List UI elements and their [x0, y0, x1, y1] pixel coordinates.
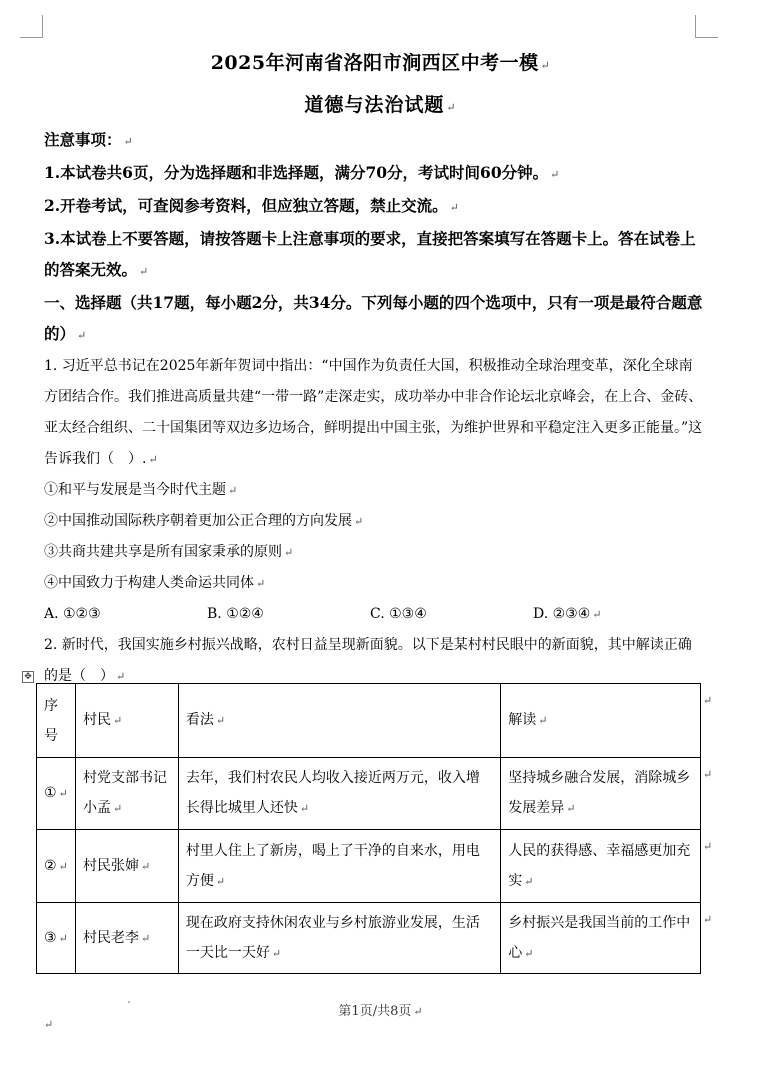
- question-2-stem: 2. 新时代，我国实施乡村振兴战略，农村日益呈现新面貌。以下是某村村民眼中的新面貌，其中解读正确的是（ ） ↵: [44, 637, 692, 684]
- table-header-cell: 解读 ↵: [501, 684, 701, 758]
- table-row: [37, 903, 701, 974]
- row-end-mark: ↵: [703, 840, 713, 853]
- document-subtitle: 道德与法治试题 ↵: [304, 94, 457, 116]
- choice-c: C. ①③④: [370, 606, 427, 622]
- choice-a: A. ①②③: [44, 606, 101, 622]
- statement-item: ①和平与发展是当今时代主题 ↵: [44, 482, 238, 498]
- row-end-mark: ↵: [703, 913, 713, 926]
- table-cell: ② ↵: [37, 830, 76, 903]
- table-cell: 去年，我们村农民人均收入接近两万元，收入增长得比城里人还快 ↵: [178, 758, 500, 830]
- choice-d: D. ②③④ ↵: [533, 606, 602, 622]
- table-move-handle-icon[interactable]: ✥: [22, 671, 34, 683]
- notice-item: 1.本试卷共6页，分为选择题和非选择题，满分70分，考试时间60分钟。 ↵: [44, 163, 560, 182]
- table-cell: 村党支部书记小孟 ↵: [75, 758, 178, 830]
- statement-item: ②中国推动国际秩序朝着更加公正合理的方向发展 ↵: [44, 513, 364, 529]
- notice-item: 3.本试卷上不要答题，请按答题卡上注意事项的要求，直接把答案填写在答题卡上。答在试卷上的答案无效。 ↵: [44, 229, 696, 279]
- statement-item: ④中国致力于构建人类命运共同体 ↵: [44, 575, 266, 591]
- row-end-mark: ↵: [703, 768, 713, 781]
- question-1-choices: [44, 599, 704, 630]
- villager-views-table: [36, 683, 701, 974]
- question-1-stem: 1. 习近平总书记在2025年新年贺词中指出：“中国作为负责任大国，积极推动全球治理变革，深化全球南方团结合作。我们推进高质量共建“一带一路”走深走实，成功举办中非合作论坛北京峰会，在上合、金砖、亚太经合组织、二十国集团等双边多边场合，鲜明提出中国主张，为维护世界和平稳定注入更多正能量。”这告诉我们（ ）. ↵: [44, 358, 703, 467]
- table-cell: 村里人住上了新房，喝上了干净的自来水，用电方便 ↵: [178, 830, 500, 903]
- notice-item: 2.开卷考试，可查阅参考资料，但应独立答题，禁止交流。 ↵: [44, 196, 459, 215]
- table-header-cell: 序号: [37, 684, 76, 758]
- page-footer: 第1页/共8页 ↵: [338, 1004, 423, 1019]
- crop-mark-top-right: [695, 15, 718, 38]
- section-heading: 一、选择题（共17题，每小题2分，共34分。下列每小题的四个选项中，只有一项是最符合题意的） ↵: [44, 293, 703, 343]
- crop-mark-top-left: [20, 15, 43, 38]
- table-cell: ① ↵: [37, 758, 76, 830]
- table-cell: 村民张婶 ↵: [75, 830, 178, 903]
- table-cell: 村民老李 ↵: [75, 903, 178, 974]
- document-title: 2025年河南省洛阳市涧西区中考一模 ↵: [210, 52, 551, 74]
- table-row: [37, 830, 701, 903]
- end-paragraph-mark: ↵: [44, 1018, 54, 1031]
- table-cell: ③ ↵: [37, 903, 76, 974]
- table-header-cell: 村民 ↵: [75, 684, 178, 758]
- table-cell: 人民的获得感、幸福感更加充实 ↵: [501, 830, 701, 903]
- table-cell: 现在政府支持休闲农业与乡村旅游业发展，生活一天比一天好 ↵: [178, 903, 500, 974]
- table-header-row: [37, 684, 701, 758]
- statement-item: ③共商共建共享是所有国家秉承的原则 ↵: [44, 544, 294, 560]
- table-cell: 坚持城乡融合发展，消除城乡发展差异 ↵: [501, 758, 701, 830]
- table-row: [37, 758, 701, 830]
- table-cell: 乡村振兴是我国当前的工作中心 ↵: [501, 903, 701, 974]
- choice-b: B. ①②④: [207, 606, 264, 622]
- notice-heading: 注意事项： ↵: [44, 130, 133, 149]
- document-body: [44, 124, 704, 692]
- row-end-mark: ↵: [703, 694, 713, 707]
- table-header-cell: 看法 ↵: [178, 684, 500, 758]
